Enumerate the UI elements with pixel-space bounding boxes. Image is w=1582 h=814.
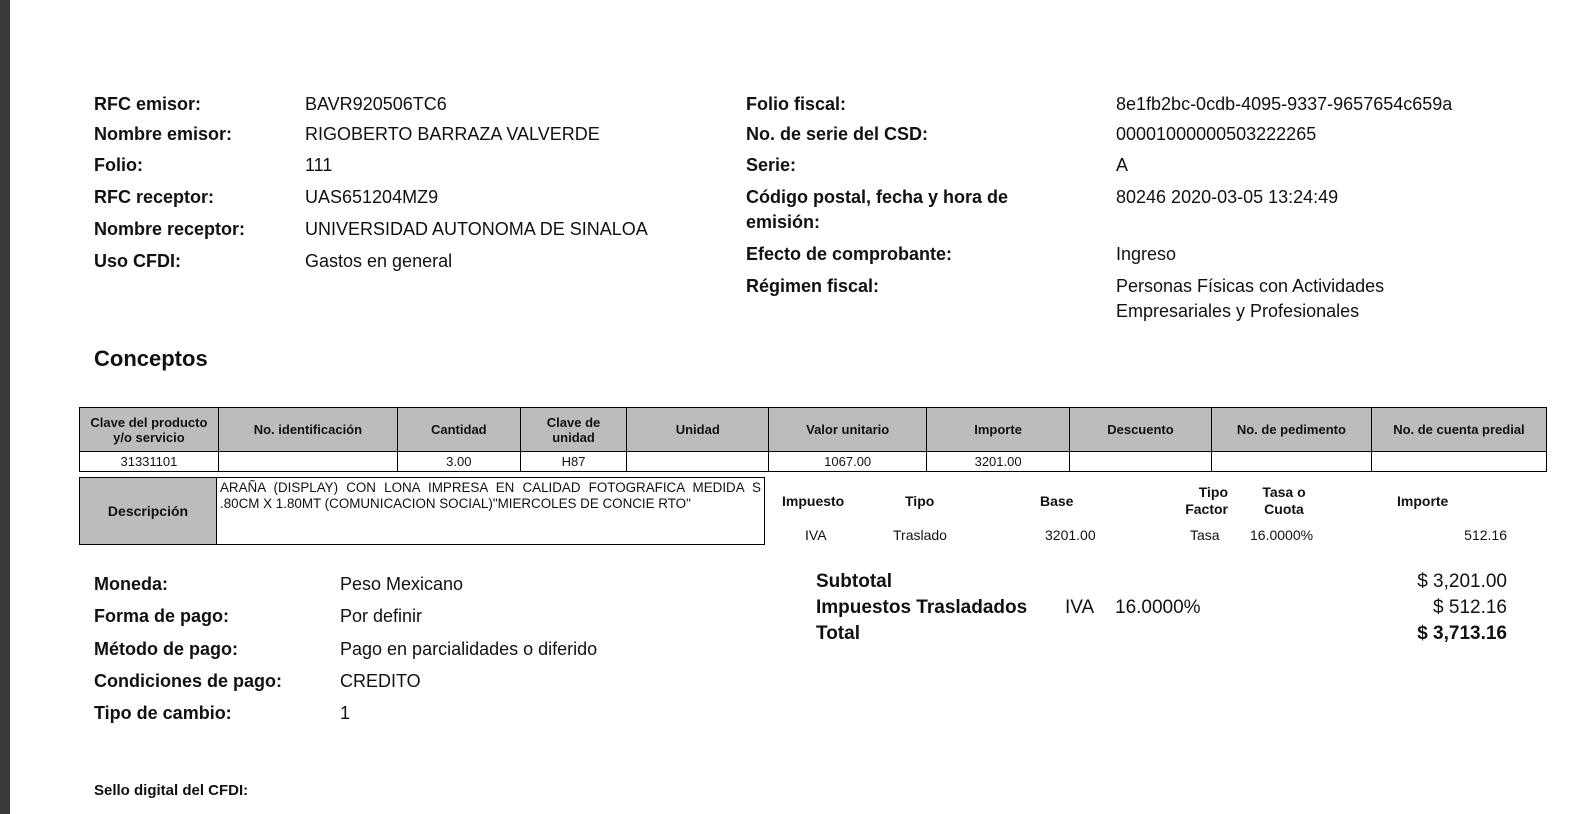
tipo-cambio-label: Tipo de cambio: (94, 703, 232, 723)
uso-cfdi-value: Gastos en general (305, 251, 453, 271)
folio-fiscal-value: 8e1fb2bc-0cdb-4095-9337-9657654c659a (1116, 94, 1453, 114)
folio-fiscal-label: Folio fiscal: (746, 94, 847, 114)
sello-digital-label: Sello digital del CFDI: (94, 782, 249, 799)
folio-label: Folio: (94, 155, 143, 175)
cell-importe: 3201.00 (927, 452, 1070, 472)
rfc-receptor-label: RFC receptor: (94, 187, 215, 207)
table-row (80, 452, 1547, 472)
moneda-label: Moneda: (94, 574, 168, 594)
subtotal-value: $ 3,201.00 (1417, 571, 1507, 592)
header-importe: Importe (927, 408, 1070, 452)
rfc-emisor-value: BAVR920506TC6 (305, 94, 447, 114)
tax-header-tipo-factor: Tipo Factor (1185, 484, 1228, 517)
invoice-page (10, 0, 1582, 814)
regimen-value-2: Empresariales y Profesionales (1116, 301, 1360, 321)
header-unidad: Unidad (627, 408, 769, 452)
total-label: Total (816, 623, 860, 644)
condiciones-pago-value: CREDITO (340, 671, 421, 691)
header-clave-unidad: Clave de unidad (520, 408, 627, 452)
codigo-postal-label-1: Código postal, fecha y hora de (746, 187, 1009, 207)
subtotal-label: Subtotal (816, 571, 892, 592)
condiciones-pago-label: Condiciones de pago: (94, 671, 283, 691)
cell-no-pedimento (1211, 452, 1371, 472)
tax-header-base: Base (1040, 493, 1074, 509)
nombre-emisor-label: Nombre emisor: (94, 124, 233, 144)
regimen-value-1: Personas Físicas con Actividades (1116, 276, 1385, 296)
cell-no-identificacion (218, 452, 397, 472)
cell-valor-unitario: 1067.00 (769, 452, 927, 472)
tax-header-tasa-cuota: Tasa o Cuota (1262, 484, 1306, 517)
rfc-receptor-value: UAS651204MZ9 (305, 187, 439, 207)
moneda-value: Peso Mexicano (340, 574, 464, 594)
codigo-postal-value: 80246 2020-03-05 13:24:49 (1116, 187, 1339, 207)
nombre-receptor-label: Nombre receptor: (94, 219, 246, 239)
tax-tipo-factor: Tasa (1190, 527, 1220, 543)
tax-tipo: Traslado (893, 527, 947, 543)
metodo-pago-label: Método de pago: (94, 639, 238, 659)
tax-impuesto: IVA (805, 527, 827, 543)
nombre-receptor-value: UNIVERSIDAD AUTONOMA DE SINALOA (305, 219, 648, 239)
impuestos-tax-name: IVA (1065, 597, 1095, 618)
impuestos-trasladados-label: Impuestos Trasladados (816, 597, 1028, 618)
impuestos-value: $ 512.16 (1433, 597, 1507, 618)
folio-value: 111 (305, 155, 333, 175)
descripcion-text: ARAÑA (DISPLAY) CON LONA IMPRESA EN CALIDAD FOTOGRAFICA MEDIDA S .80CM X 1.80MT (COMUNICACION SOCIAL)"MIERCOLES DE CONCIE RTO" (216, 477, 765, 545)
tax-importe: 512.16 (1464, 527, 1507, 543)
regimen-label: Régimen fiscal: (746, 276, 880, 296)
header-no-identificacion: No. identificación (218, 408, 397, 452)
serie-label: Serie: (746, 155, 797, 175)
cell-cantidad: 3.00 (397, 452, 520, 472)
impuestos-tax-rate: 16.0000% (1115, 597, 1201, 618)
efecto-label: Efecto de comprobante: (746, 244, 953, 264)
cell-descuento (1070, 452, 1212, 472)
header-no-pedimento: No. de pedimento (1211, 408, 1371, 452)
rfc-emisor-label: RFC emisor: (94, 94, 202, 114)
tax-header-impuesto: Impuesto (782, 493, 845, 509)
cell-clave-producto: 31331101 (80, 452, 219, 472)
conceptos-table (79, 407, 1547, 472)
total-value: $ 3,713.16 (1417, 623, 1507, 644)
serie-value: A (1116, 155, 1129, 175)
metodo-pago-value: Pago en parcialidades o diferido (340, 639, 598, 659)
tipo-cambio-value: 1 (340, 703, 351, 723)
nombre-emisor-value: RIGOBERTO BARRAZA VALVERDE (305, 124, 600, 144)
uso-cfdi-label: Uso CFDI: (94, 251, 181, 271)
efecto-value: Ingreso (1116, 244, 1177, 264)
tax-header-tipo: Tipo (905, 493, 935, 509)
forma-pago-label: Forma de pago: (94, 606, 230, 626)
cell-clave-unidad: H87 (520, 452, 627, 472)
descripcion-label: Descripción (79, 477, 217, 545)
tax-header-importe: Importe (1397, 493, 1449, 509)
tax-tasa-cuota: 16.0000% (1250, 527, 1314, 543)
tax-base: 3201.00 (1045, 527, 1096, 543)
header-cuenta-predial: No. de cuenta predial (1371, 408, 1546, 452)
forma-pago-value: Por definir (340, 606, 423, 626)
cell-cuenta-predial (1371, 452, 1546, 472)
header-descuento: Descuento (1070, 408, 1212, 452)
serie-csd-label: No. de serie del CSD: (746, 124, 929, 144)
serie-csd-value: 00001000000503222265 (1116, 124, 1317, 144)
conceptos-title: Conceptos (94, 346, 208, 371)
cell-unidad (627, 452, 769, 472)
codigo-postal-label-2: emisión: (746, 212, 821, 232)
header-cantidad: Cantidad (397, 408, 520, 452)
header-clave-producto: Clave del producto y/o servicio (80, 408, 219, 452)
header-valor-unitario: Valor unitario (769, 408, 927, 452)
